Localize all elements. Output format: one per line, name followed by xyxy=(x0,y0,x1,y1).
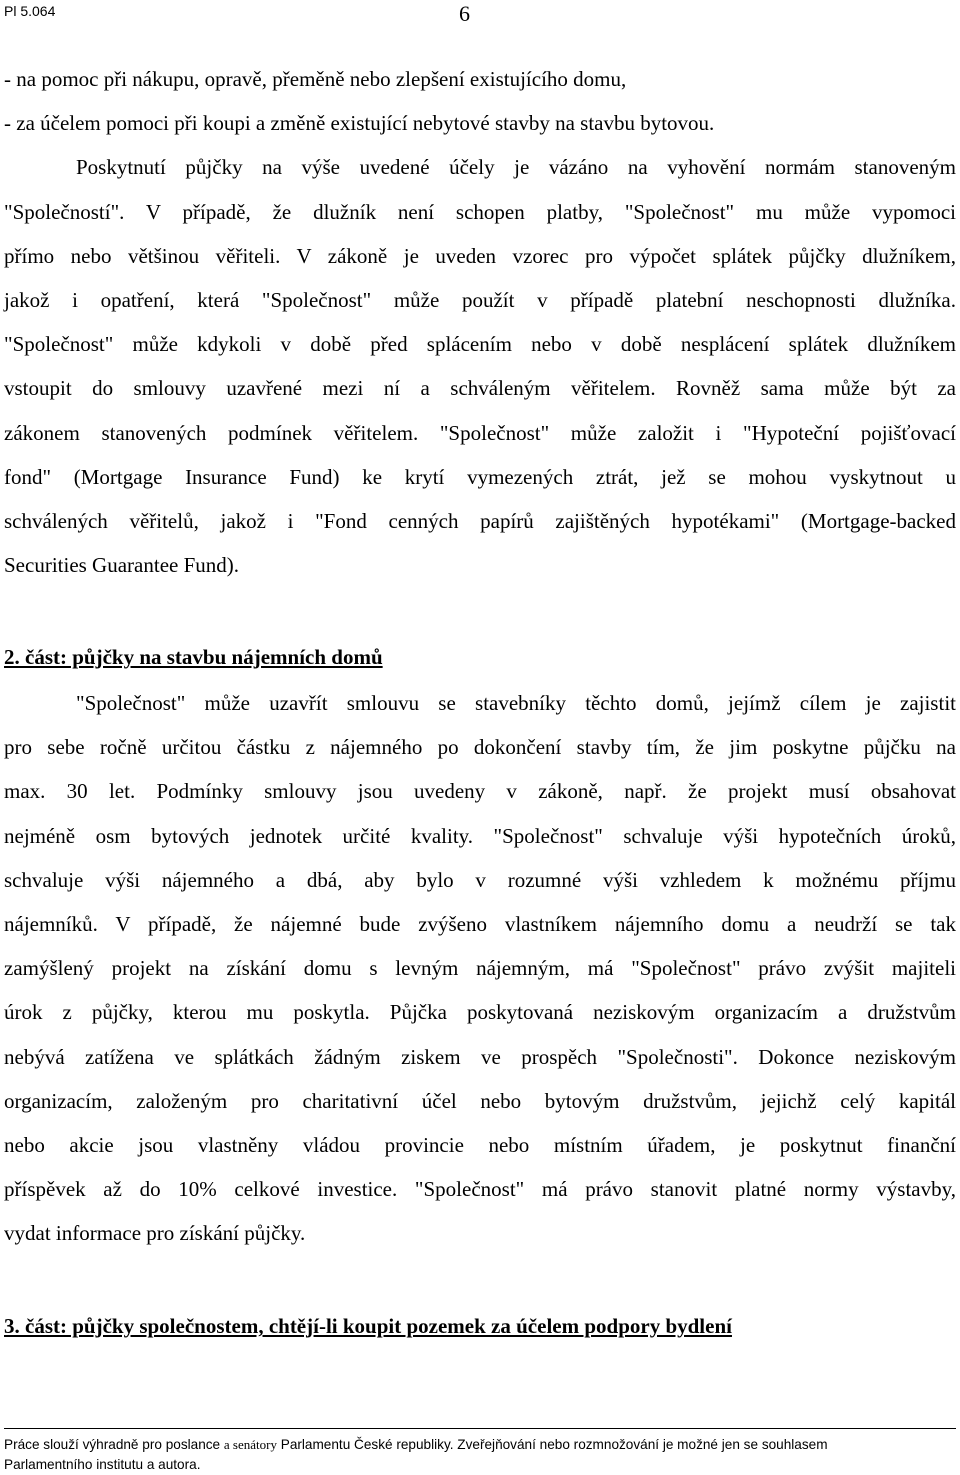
text-line: organizacím, založeným pro charitativní účel nebo bytovým družstvům, jejichž celý kapitál xyxy=(4,1088,956,1113)
text-line: pro sebe ročně určitou částku z nájemného po dokončení stavby tím, že jim poskytne půjčku na xyxy=(4,735,956,760)
text-line: schvaluje výši nájemného a dbá, aby bylo v rozumné výši vzhledem k možnému příjmu xyxy=(4,867,956,892)
footer-text-part: Parlamentu České republiky. Zveřejňování nebo rozmnožování je možné jen se souhlasem xyxy=(280,1437,828,1452)
text-line: vydat informace pro získání půjčky. xyxy=(4,1221,306,1246)
text-line: fond" (Mortgage Insurance Fund) ke krytí vymezených ztrát, jež se mohou vyskytnout u xyxy=(4,464,956,489)
text-line: schválených věřitelů, jakož i "Fond cenných papírů zajištěných hypotékami" (Mortgage-backed xyxy=(4,509,956,534)
footer-text-part: a senátory xyxy=(223,1437,277,1452)
footer-line-2: Parlamentního institutu a autora. xyxy=(4,1457,201,1472)
section-3-heading: 3. část: půjčky společnostem, chtějí-li koupit pozemek za účelem podpory bydlení xyxy=(4,1314,732,1338)
text-line: zamýšlený projekt na získání domu s levným nájemným, má "Společnost" právo zvýšit majiteli xyxy=(4,956,956,981)
section-2-paragraph xyxy=(4,681,956,1256)
page-number: 6 xyxy=(459,1,470,26)
text-line: nebo akcie jsou vlastněny vládou provincie nebo místním úřadem, je poskytnut finanční xyxy=(4,1133,956,1158)
text-line: jakož i opatření, která "Společnost" může použít v případě platební neschopnosti dlužníka. xyxy=(4,288,956,313)
text-line: nájemníků. V případě, že nájemné bude zvýšeno vlastníkem nájemního domu a neudrží se tak xyxy=(4,912,956,937)
text-line: Poskytnutí půjčky na výše uvedené účely je vázáno na vyhovění normám stanoveným xyxy=(76,155,956,180)
footer-line-1 xyxy=(4,1435,956,1455)
footer-notice xyxy=(4,1435,956,1475)
text-line: - na pomoc při nákupu, opravě, přeměně nebo zlepšení existujícího domu, xyxy=(4,67,627,91)
text-line: nejméně osm bytových jednotek určité kvality. "Společnost" schvaluje výši hypotečních úroků, xyxy=(4,823,956,848)
text-line: úrok z půjčky, kterou mu poskytla. Půjčka poskytovaná neziskovým organizacím a družstvům xyxy=(4,1000,956,1025)
intro-paragraph xyxy=(4,57,956,587)
text-line: nebývá zatížena ve splátkách žádným ziskem ve prospěch "Společnosti". Dokonce neziskovým xyxy=(4,1044,956,1069)
doc-id: Pl 5.064 xyxy=(4,3,56,19)
text-line: vstoupit do smlouvy uzavřené mezi ní a schváleným věřitelem. Rovněž sama může být za xyxy=(4,376,956,401)
text-line: příspěvek až do 10% celkové investice. "Společnost" má právo stanovit platné normy výstavby, xyxy=(4,1177,956,1202)
text-line: "Společnost" může kdykoli v době před splácením nebo v době nesplácení splátek dlužníkem xyxy=(4,332,956,357)
section-2-heading: 2. část: půjčky na stavbu nájemních domů xyxy=(4,645,383,669)
text-line: Securities Guarantee Fund). xyxy=(4,553,240,578)
text-line: - za účelem pomoci při koupi a změně existující nebytové stavby na stavbu bytovou. xyxy=(4,111,715,136)
text-line: "Společnost" může uzavřít smlouvu se stavebníky těchto domů, jejímž cílem je zajistit xyxy=(76,691,956,715)
text-line: zákonem stanovených podmínek věřitelem. "Společnost" může založit i "Hypoteční pojišťovací xyxy=(4,420,956,445)
text-line: max. 30 let. Podmínky smlouvy jsou uvedeny v zákoně, např. že projekt musí obsahovat xyxy=(4,779,956,804)
footer-divider xyxy=(4,1428,956,1429)
text-line: přímo nebo většinou věřiteli. V zákoně je uveden vzorec pro výpočet splátek půjčky dlužníkem, xyxy=(4,243,956,268)
footer-text-part: Práce slouží výhradně pro poslance xyxy=(4,1437,221,1452)
text-line: "Společností". V případě, že dlužník není schopen platby, "Společnost" mu může vypomoci xyxy=(4,199,956,224)
